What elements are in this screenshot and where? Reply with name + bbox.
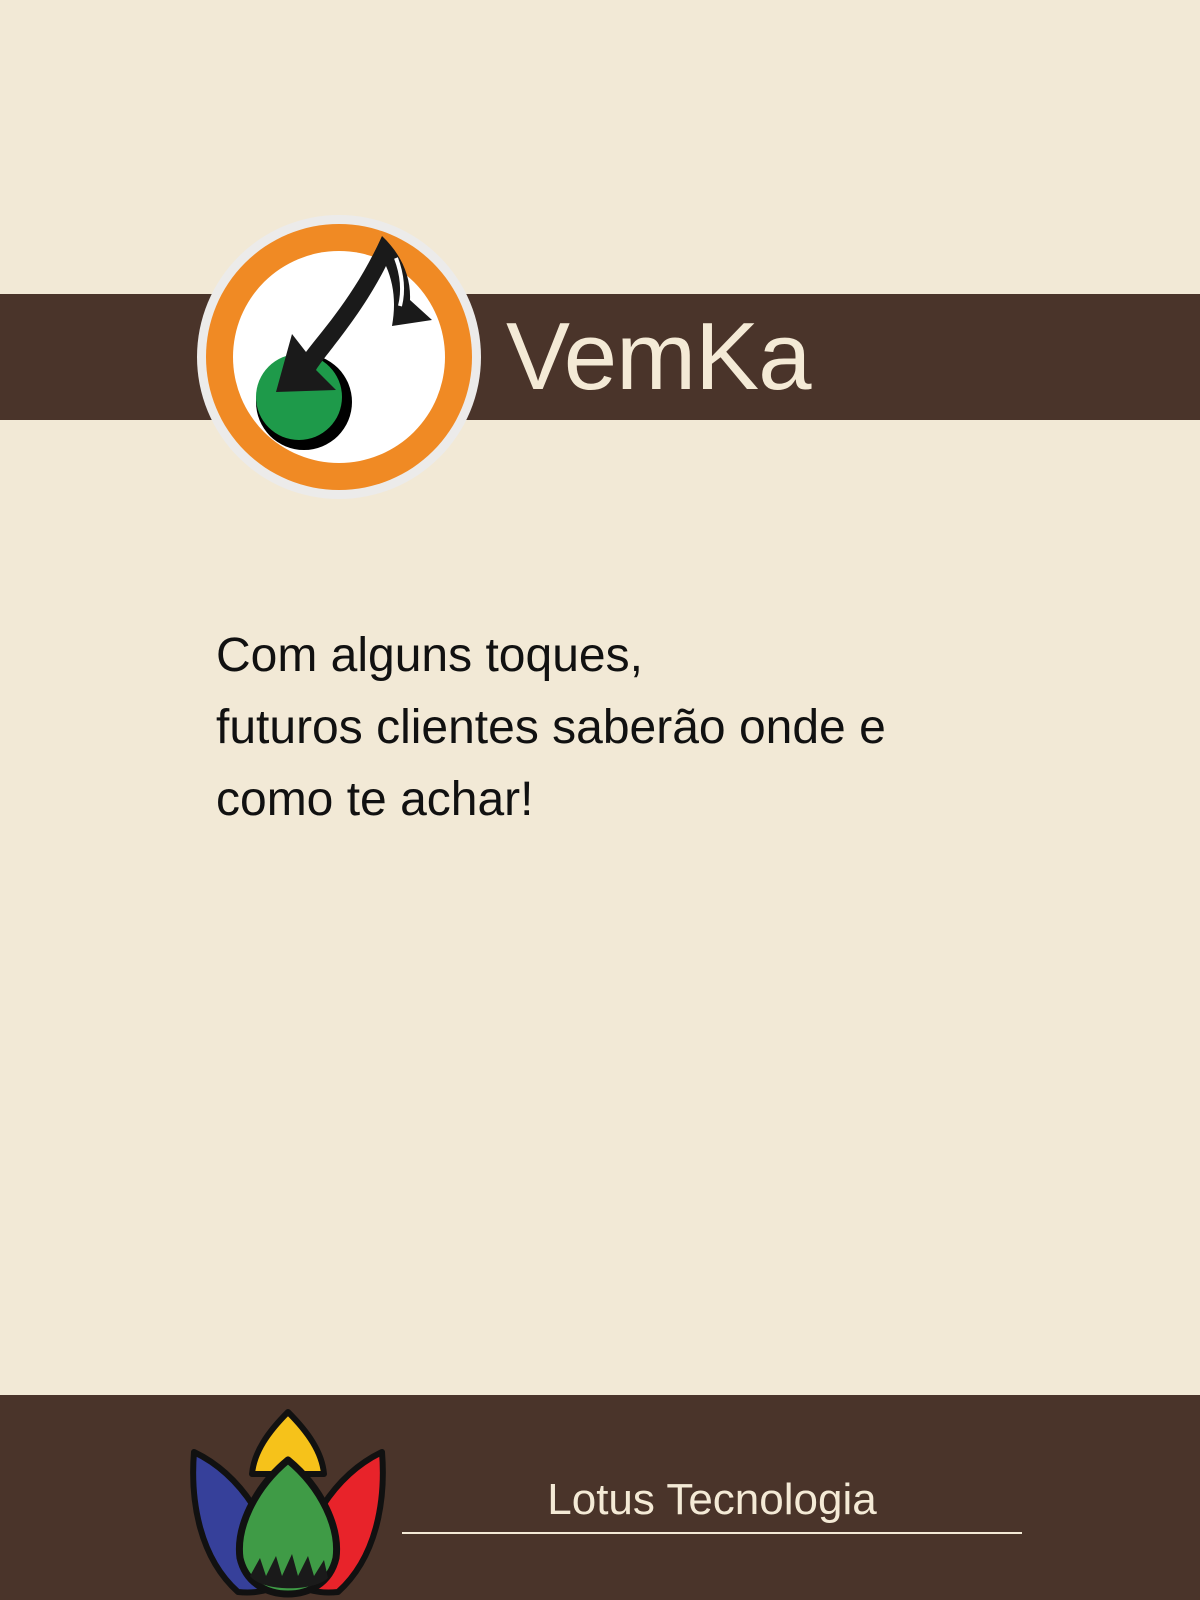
- tagline-line-2: futuros clientes saberão onde e: [216, 701, 886, 754]
- tagline: [216, 620, 1116, 836]
- vemka-target-arrow-icon: [196, 214, 482, 500]
- company-name: Lotus Tecnologia: [547, 1475, 877, 1524]
- app-logo: [196, 214, 482, 500]
- company-name-underline: [402, 1532, 1022, 1534]
- tagline-line-1: Com alguns toques,: [216, 629, 643, 682]
- lotus-flower-icon: [188, 1408, 388, 1598]
- app-title: VemKa: [506, 303, 811, 410]
- company-logo: [188, 1408, 388, 1598]
- tagline-line-3: como te achar!: [216, 773, 534, 826]
